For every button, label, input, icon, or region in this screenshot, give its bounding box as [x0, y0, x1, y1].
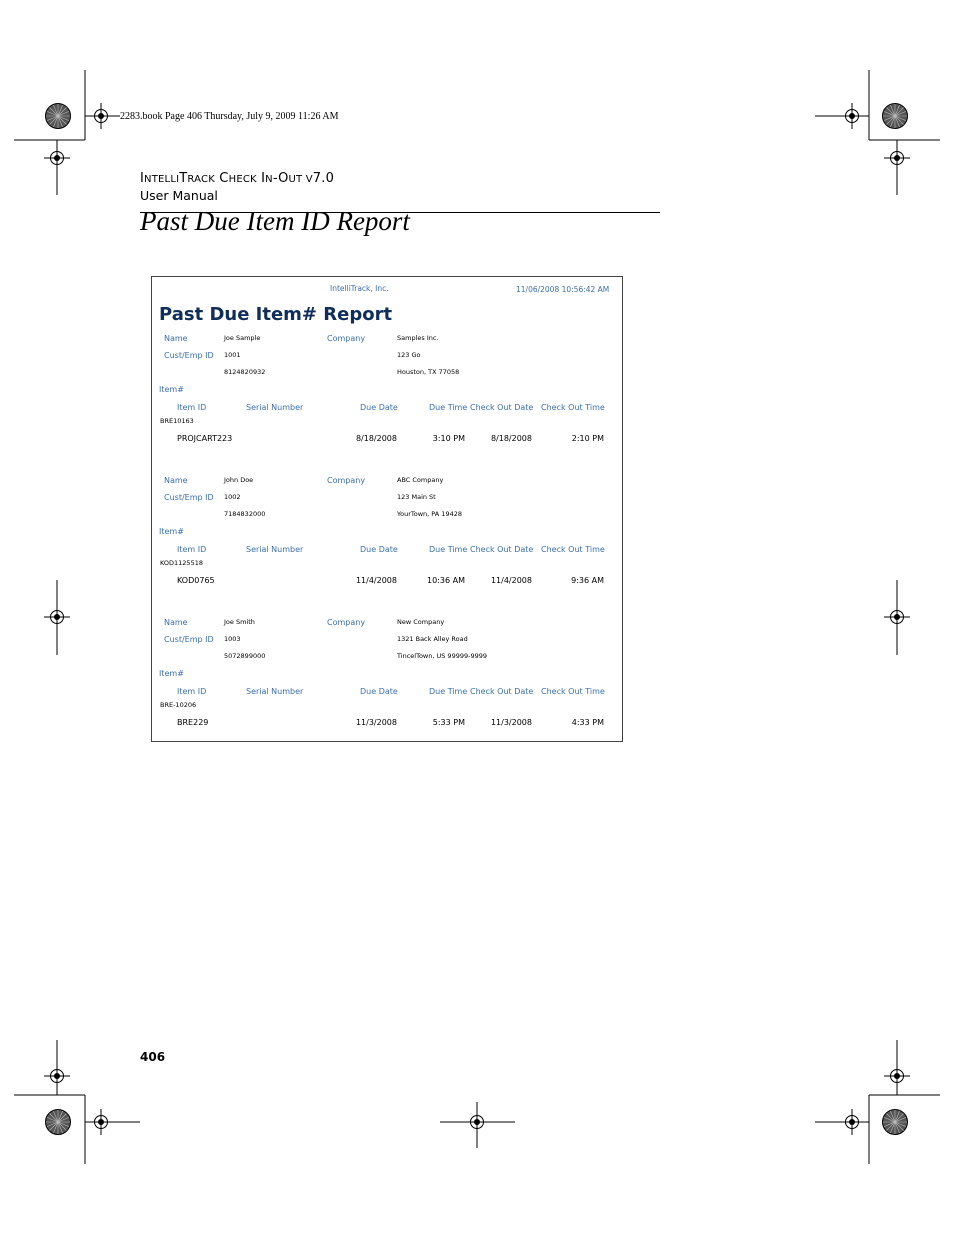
col-check-out-time: Check Out Time — [541, 403, 605, 412]
col-serial-number: Serial Number — [246, 687, 304, 696]
due-time: 3:10 PM — [432, 434, 465, 443]
check-out-time: 4:33 PM — [571, 718, 604, 727]
due-date: 11/3/2008 — [355, 718, 397, 727]
col-due-date: Due Date — [360, 545, 398, 554]
due-date: 8/18/2008 — [355, 434, 397, 443]
due-date: 11/4/2008 — [355, 576, 397, 585]
col-check-out-date: Check Out Date — [470, 687, 534, 696]
col-serial-number: Serial Number — [246, 545, 304, 554]
customer-phone: 7184832000 — [224, 510, 266, 518]
check-out-time: 9:36 AM — [571, 576, 604, 585]
customer-city: Houston, TX 77058 — [397, 368, 460, 376]
col-item-id: Item ID — [177, 687, 207, 696]
customer-city: YourTown, PA 19428 — [397, 510, 462, 518]
running-header-product: INTELLITRACK CHECK IN-OUT V7.0 — [140, 171, 335, 186]
col-item-id: Item ID — [177, 403, 207, 412]
customer-id: 1003 — [224, 635, 241, 643]
label-company: Company — [327, 476, 366, 485]
due-time: 5:33 PM — [432, 718, 465, 727]
customer-phone: 5072899000 — [224, 652, 266, 660]
label-cust-emp-id: Cust/Emp ID — [164, 635, 214, 644]
col-due-time: Due Time — [429, 687, 468, 696]
col-due-time: Due Time — [429, 545, 468, 554]
check-out-date: 11/3/2008 — [490, 718, 532, 727]
item-id: KOD0765 — [177, 576, 215, 585]
col-check-out-date: Check Out Date — [470, 403, 534, 412]
col-item-id: Item ID — [177, 545, 207, 554]
customer-city: TincelTown, US 99999-9999 — [397, 652, 488, 660]
customer-name: John Doe — [224, 476, 254, 484]
item-number: BRE-10206 — [160, 701, 197, 709]
running-header-manual: User Manual — [140, 188, 218, 203]
label-cust-emp-id: Cust/Emp ID — [164, 351, 214, 360]
report-timestamp: 11/06/2008 10:56:42 AM — [516, 285, 610, 294]
label-item-no: Item# — [159, 385, 184, 394]
customer-address: 1321 Back Alley Road — [397, 635, 468, 643]
check-out-date: 11/4/2008 — [490, 576, 532, 585]
label-item-no: Item# — [159, 527, 184, 536]
label-item-no: Item# — [159, 669, 184, 678]
col-due-date: Due Date — [360, 687, 398, 696]
due-time: 10:36 AM — [427, 576, 465, 585]
customer-name: Joe Sample — [224, 334, 261, 342]
customer-company: Samples Inc. — [397, 334, 439, 342]
col-check-out-time: Check Out Time — [541, 545, 605, 554]
label-company: Company — [327, 618, 366, 627]
col-serial-number: Serial Number — [246, 403, 304, 412]
report-screenshot — [151, 276, 623, 742]
label-name: Name — [164, 334, 188, 343]
item-number: KOD1125518 — [160, 559, 203, 567]
customer-phone: 8124820932 — [224, 368, 266, 376]
col-check-out-date: Check Out Date — [470, 545, 534, 554]
col-due-time: Due Time — [429, 403, 468, 412]
label-name: Name — [164, 476, 188, 485]
report-company: IntelliTrack, Inc. — [330, 284, 389, 293]
page-number: 406 — [140, 1050, 166, 1064]
item-id: BRE229 — [177, 718, 209, 727]
item-number: BRE10163 — [160, 417, 194, 425]
customer-company: New Company — [397, 618, 445, 626]
label-cust-emp-id: Cust/Emp ID — [164, 493, 214, 502]
print-slug: 2283.book Page 406 Thursday, July 9, 2009 11:26 AM — [120, 111, 339, 122]
customer-company: ABC Company — [397, 476, 444, 484]
label-name: Name — [164, 618, 188, 627]
customer-address: 123 Main St — [397, 493, 436, 501]
report-title: Past Due Item# Report — [159, 304, 393, 325]
check-out-date: 8/18/2008 — [490, 434, 532, 443]
col-due-date: Due Date — [360, 403, 398, 412]
page-title: Past Due Item ID Report — [140, 206, 410, 236]
customer-address: 123 Go — [397, 351, 421, 359]
customer-id: 1002 — [224, 493, 241, 501]
col-check-out-time: Check Out Time — [541, 687, 605, 696]
label-company: Company — [327, 334, 366, 343]
customer-id: 1001 — [224, 351, 241, 359]
check-out-time: 2:10 PM — [571, 434, 604, 443]
item-id: PROJCART223 — [177, 434, 233, 443]
customer-name: Joe Smith — [224, 618, 255, 626]
